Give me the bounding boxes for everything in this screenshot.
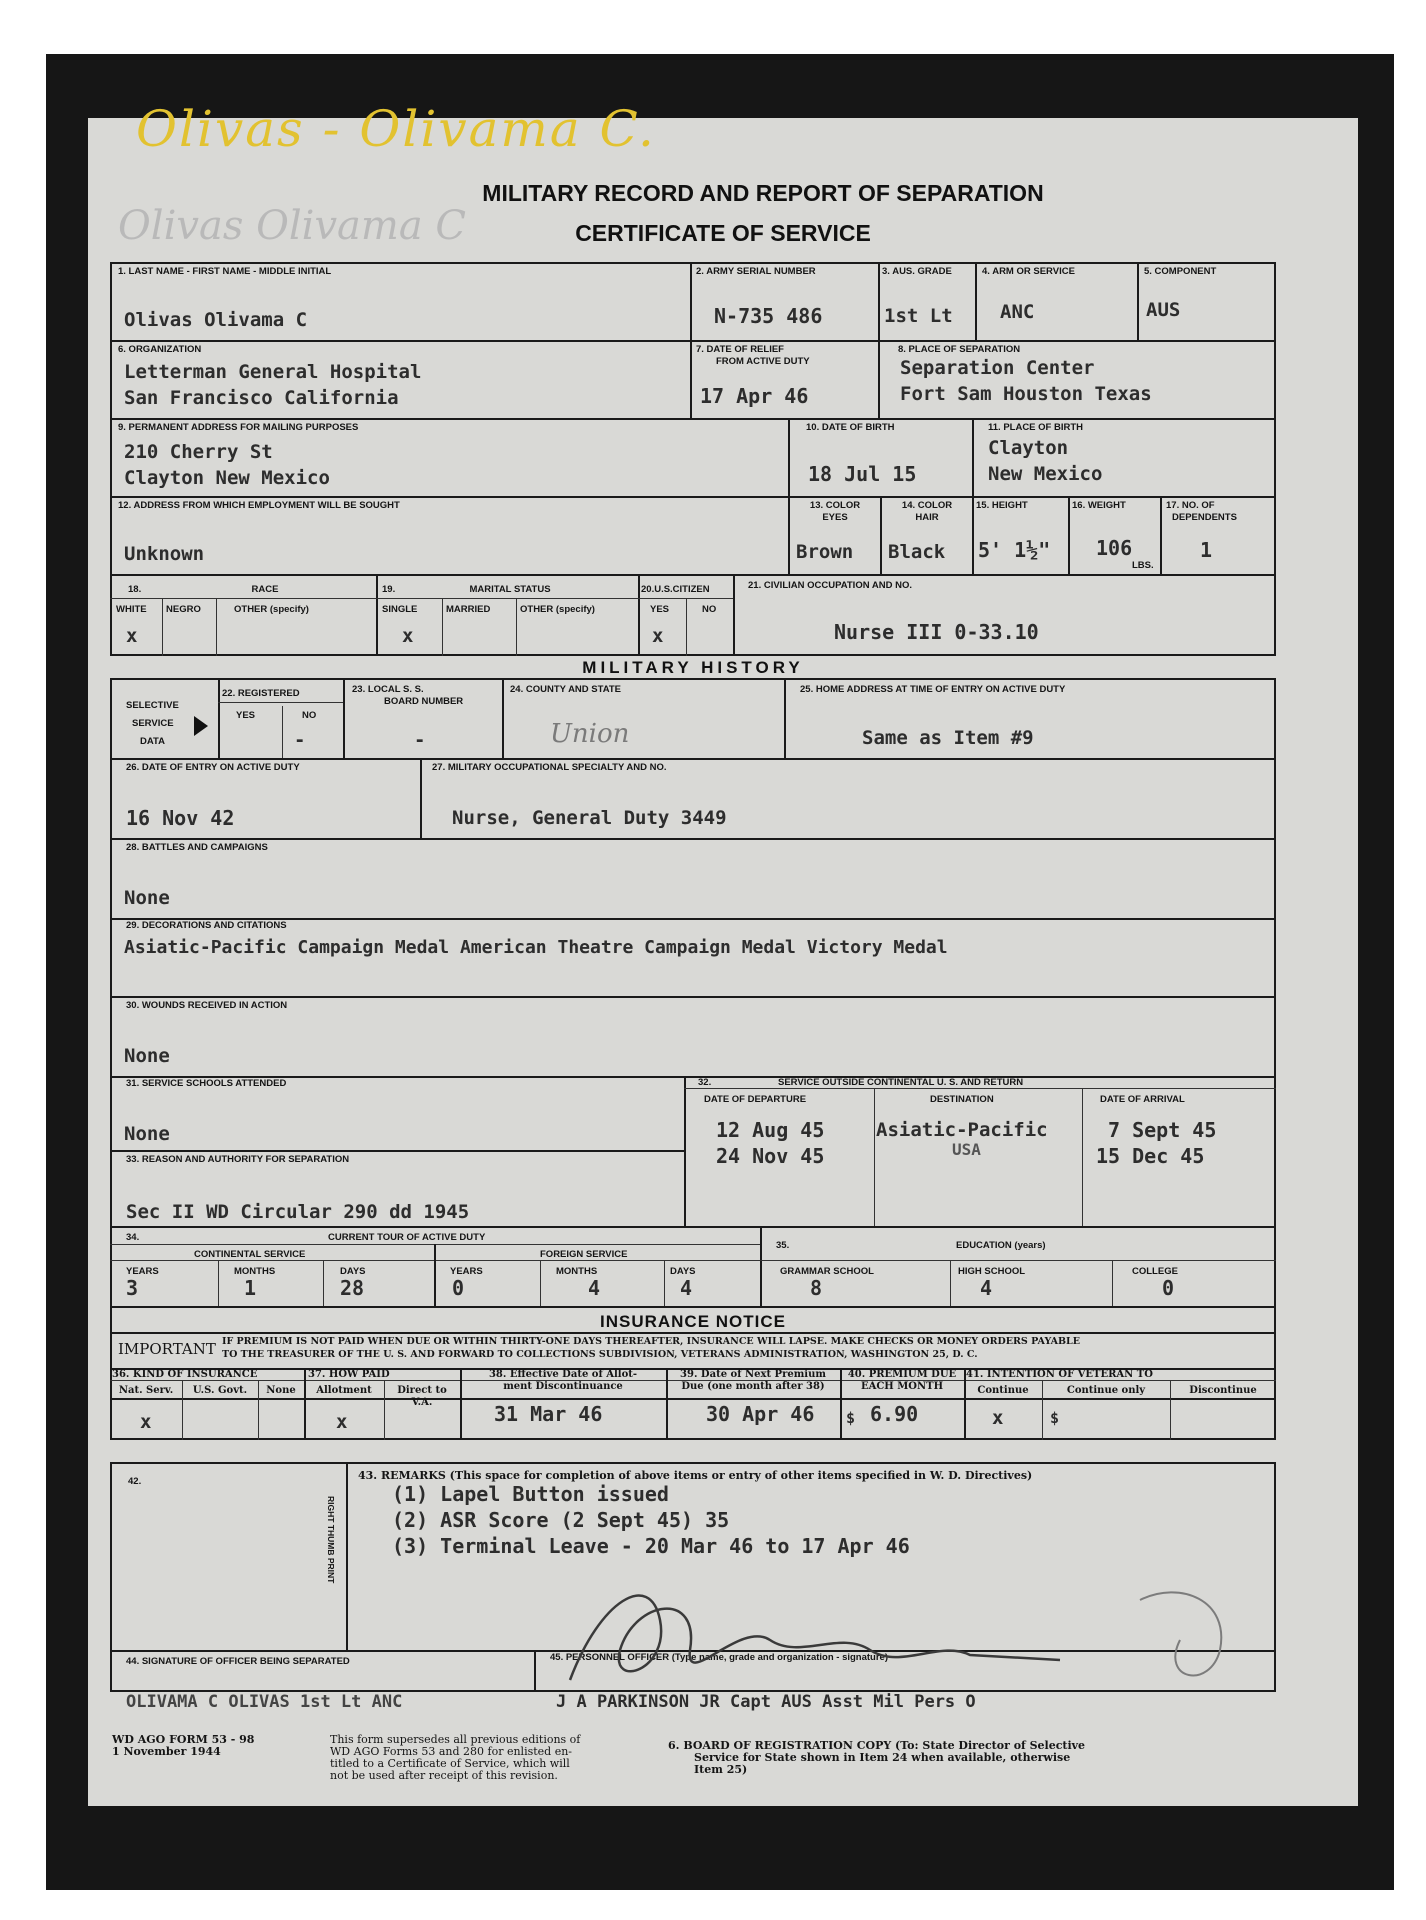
divider [733,574,735,656]
value-occupation: Nurse III 0-33.10 [834,620,1039,644]
value-citizen-mark: x [652,625,664,647]
value-battles: None [124,887,170,909]
value-grade: 1st Lt [884,305,953,327]
label-relief-date-2: FROM ACTIVE DUTY [716,356,810,367]
value-remark-3: (3) Terminal Leave - 20 Mar 46 to 17 Apr 46 [392,1534,910,1558]
divider [376,574,378,656]
label-white: WHITE [116,604,147,615]
divider [502,678,504,758]
divider [182,1380,183,1440]
divider [162,598,163,656]
label-permanent-address: 9. PERMANENT ADDRESS FOR MAILING PURPOSES [118,422,359,433]
label-entry-date: 26. DATE OF ENTRY ON ACTIVE DUTY [126,762,300,773]
section-insurance: INSURANCE NOTICE [599,1312,786,1331]
label-name: 1. LAST NAME - FIRST NAME - MIDDLE INITIAL [118,266,332,277]
value-height: 5' 1½" [978,538,1051,562]
divider [1068,496,1070,574]
value-board-number: - [414,729,426,751]
divider [110,418,1276,420]
label-serial: 2. ARMY SERIAL NUMBER [696,266,816,277]
label-how-paid: 37. HOW PAID [308,1369,390,1380]
value-dependents: 1 [1200,538,1213,562]
label-for-days: DAYS [670,1266,696,1277]
label-home-address: 25. HOME ADDRESS AT TIME OF ENTRY ON ACTIVE DUTY [800,684,1066,695]
label-married: MARRIED [446,604,491,615]
footer-board-3: Item 25) [694,1763,748,1776]
divider [110,1226,1276,1228]
value-allot-date: 31 Mar 46 [494,1402,603,1426]
label-height: 15. HEIGHT [976,500,1028,511]
label-35: 35. [776,1240,790,1251]
label-for-years: YEARS [450,1266,483,1277]
label-dob: 10. DATE OF BIRTH [806,422,895,433]
label-relief-date: 7. DATE OF RELIEF [696,344,784,355]
value-signature-separated: OLIVAMA C OLIVAS 1st Lt ANC [126,1692,403,1712]
value-arrival-1: 7 Sept 45 [1108,1118,1217,1142]
label-important: IMPORTANT [118,1340,216,1358]
label-decorations: 29. DECORATIONS AND CITATIONS [126,920,287,931]
value-pob1: Clayton [988,437,1069,459]
label-hair: 14. COLOR [901,500,953,511]
footer-supersede-3: titled to a Certificate of Service, which will [330,1757,570,1770]
label-county-state: 24. COUNTY AND STATE [510,684,622,695]
label-allot-discontinuance: 38. Effective Date of Allot- [488,1369,638,1380]
value-remark-1: (1) Lapel Button issued [392,1482,669,1506]
label-component: 5. COMPONENT [1144,266,1217,277]
value-destination-2: USA [952,1140,981,1159]
label-next-premium: 39. Date of Next Premium [680,1369,826,1380]
label-organization: 6. ORGANIZATION [118,344,202,355]
value-org2: San Francisco California [124,387,399,409]
label-32: 32. [698,1077,712,1088]
value-separation-reason: Sec II WD Circular 290 dd 1945 [126,1201,470,1223]
label-selective-3: DATA [140,736,165,747]
divider [218,678,220,758]
value-pob2: New Mexico [988,463,1103,485]
value-dob: 18 Jul 15 [808,462,917,486]
label-selective-1: SELECTIVE [126,700,179,711]
label-negro: NEGRO [166,604,201,615]
label-34: 34. [126,1232,140,1243]
footer-supersede-2: WD AGO Forms 53 and 280 for enlisted en- [330,1745,573,1758]
value-college: 0 [1162,1276,1175,1300]
divider [534,1650,536,1692]
divider [686,598,687,656]
label-nat-serv: Nat. Serv. [118,1385,174,1396]
value-for-years: 0 [452,1276,465,1300]
divider [384,1380,385,1440]
label-next-premium-2: Due (one month after 38) [681,1381,825,1392]
label-direct-va: Direct to [397,1385,447,1396]
divider [110,838,1276,840]
label-pob: 11. PLACE OF BIRTH [988,422,1084,433]
label-42: 42. [128,1476,142,1487]
label-employment-address: 12. ADDRESS FROM WHICH EMPLOYMENT WILL BE SOUGHT [118,500,400,511]
label-wounds: 30. WOUNDS RECEIVED IN ACTION [126,1000,288,1011]
divider [684,1088,1276,1089]
divider [442,598,443,656]
divider [1112,1260,1113,1306]
value-addr2: Clayton New Mexico [124,467,330,489]
value-destination-1: Asiatic-Pacific [876,1119,1048,1141]
divider [975,262,977,340]
label-allot-discontinuance-2: ment Discontinuance [503,1381,623,1392]
label-intention: 41. INTENTION OF VETERAN TO [966,1369,1153,1380]
label-marital: MARITAL STATUS [469,584,551,595]
value-cont-months: 1 [244,1276,257,1300]
value-insurance-mark: x [140,1411,152,1433]
value-schools: None [124,1123,170,1145]
label-destination: DESTINATION [930,1094,994,1105]
label-cont-years: YEARS [126,1266,159,1277]
divider [420,758,422,838]
value-paid-mark: x [336,1411,348,1433]
label-for-months: MONTHS [556,1266,598,1277]
label-cont-months: MONTHS [234,1266,276,1277]
label-continental: CONTINENTAL SERVICE [194,1249,306,1260]
divider [258,1380,259,1440]
label-premium-due-2: EACH MONTH [860,1381,944,1392]
label-selective-2: SERVICE [132,718,174,729]
value-decorations: Asiatic-Pacific Campaign Medal American Theatre Campaign Medal Victory Medal [124,937,948,958]
value-entry-date: 16 Nov 42 [126,806,235,830]
label-citizen-no: NO [702,604,717,615]
divider [343,678,345,758]
label-single: SINGLE [382,604,418,615]
divider [788,418,790,574]
label-cont-days: DAYS [340,1266,366,1277]
label-education: EDUCATION (years) [956,1240,1046,1251]
label-hair-2: HAIR [915,512,939,523]
divider [878,262,880,418]
label-reg-yes: YES [236,710,256,721]
value-grammar: 8 [810,1276,823,1300]
value-dollar-2: $ [1050,1409,1060,1427]
label-19: 19. [382,584,396,595]
label-other-race: OTHER (specify) [234,604,309,615]
divider [1042,1380,1043,1440]
divider [1137,262,1139,340]
value-departure-1: 12 Aug 45 [716,1118,825,1142]
divider [110,996,1276,998]
label-direct-va-2: V.A. [411,1397,433,1408]
value-personnel-officer: J A PARKINSON JR Capt AUS Asst Mil Pers O [556,1692,976,1712]
label-place-separation: 8. PLACE OF SEPARATION [898,344,1021,355]
value-cont-years: 3 [126,1276,139,1300]
value-relief-date: 17 Apr 46 [700,384,809,408]
label-departure: DATE OF DEPARTURE [704,1094,807,1105]
handwritten-name: Olivas - Olivama C. [136,100,656,158]
footer-supersede-4: not be used after receipt of this revision. [330,1769,558,1782]
label-citizen-yes: YES [650,604,670,615]
value-org1: Letterman General Hospital [124,361,422,383]
label-remarks: 43. REMARKS (This space for completion of above items or entry of other items specified in W. D. Directives) [358,1469,1033,1482]
label-battles: 28. BATTLES AND CAMPAIGNS [126,842,268,853]
value-race-mark: x [126,625,138,647]
footer-board-1: 6. BOARD OF REGISTRATION COPY (To: State Director of Selective [668,1739,1086,1752]
value-arrival-2: 15 Dec 45 [1096,1144,1205,1168]
label-citizen: 20.U.S.CITIZEN [641,584,710,595]
value-weight: 106 [1096,536,1133,560]
label-high-school: HIGH SCHOOL [958,1266,1026,1277]
value-marital-mark: x [402,625,414,647]
label-local-board-2: BOARD NUMBER [384,696,464,707]
divider [216,598,217,656]
label-arrival: DATE OF ARRIVAL [1100,1094,1185,1105]
divider [760,1226,762,1306]
value-component: AUS [1146,299,1181,321]
selective-arrow-icon [194,716,208,736]
divider [304,1368,306,1440]
label-none: None [266,1385,296,1396]
label-arm: 4. ARM OR SERVICE [982,266,1075,277]
divider [282,706,283,758]
divider [434,1244,436,1306]
value-eyes: Brown [796,541,854,563]
value-premium: 6.90 [870,1402,919,1426]
divider [110,598,733,599]
divider [880,496,882,574]
section-military-history: MILITARY HISTORY [582,658,804,677]
officer-signature [540,1560,1280,1710]
value-intention-mark: x [992,1407,1004,1429]
label-officer-separated: 44. SIGNATURE OF OFFICER BEING SEPARATED [126,1656,350,1667]
divider [110,340,1276,342]
divider [638,574,640,656]
insurance-text-2: TO THE TREASURER OF THE U. S. AND FORWARD TO COLLECTIONS SUBDIVISION, VETERANS ADMINISTRATION, WASHINGTON 25, D. C. [222,1349,978,1360]
divider [760,1260,1276,1261]
label-dependents-2: DEPENDENTS [1172,512,1237,523]
label-current-tour: CURRENT TOUR OF ACTIVE DUTY [328,1232,486,1243]
value-dollar: $ [846,1409,856,1427]
value-sep1: Separation Center [900,357,1095,379]
footer-form-number: WD AGO FORM 53 - 98 [112,1733,255,1746]
divider [690,262,692,418]
label-premium-due: 40. PREMIUM DUE [847,1369,957,1380]
divider [218,1260,219,1306]
ghost-signature: Olivas Olivama C [118,203,466,249]
divider [110,1306,1276,1308]
value-remark-2: (2) ASR Score (2 Sept 45) 35 [392,1508,730,1532]
divider [784,678,786,758]
label-other-marital: OTHER (specify) [520,604,595,615]
divider [950,1260,951,1306]
divider [323,1260,324,1306]
label-personnel-officer: 45. PERSONNEL OFFICER (Type name, grade and organization - signature) [550,1652,889,1663]
label-thumb-print: RIGHT THUMB PRINT [326,1496,336,1584]
label-us-govt: U.S. Govt. [192,1385,248,1396]
divider [110,496,1276,498]
military-history-box [110,678,1276,1400]
value-mos: Nurse, General Duty 3449 [452,807,727,829]
divider [346,1462,348,1650]
value-for-months: 4 [588,1276,601,1300]
label-civilian-occupation: 21. CIVILIAN OCCUPATION AND NO. [748,580,912,591]
insurance-text-1: IF PREMIUM IS NOT PAID WHEN DUE OR WITHIN THIRTY-ONE DAYS THEREAFTER, INSURANCE WILL LAPSE. MAKE CHECKS OR MONEY ORDERS PAYABLE [222,1336,1080,1347]
value-serial: N-735 486 [714,304,823,328]
divider [110,574,1276,576]
value-hair: Black [888,541,946,563]
label-allotment: Allotment [316,1385,372,1396]
footer-form-date: 1 November 1944 [112,1745,221,1758]
label-kind-insurance: 36. KIND OF INSURANCE [112,1369,258,1380]
label-discontinue: Discontinue [1189,1385,1257,1396]
label-mos: 27. MILITARY OCCUPATIONAL SPECIALTY AND NO. [432,762,667,773]
footer-board-2: Service for State shown in Item 24 when available, otherwise [694,1751,1071,1764]
label-18: 18. [128,584,142,595]
divider [218,702,343,703]
value-county-signature: Union [550,719,630,749]
label-weight: 16. WEIGHT [1072,500,1126,511]
value-cont-days: 28 [340,1276,365,1300]
label-local-board: 23. LOCAL S. S. [352,684,424,695]
label-dependents: 17. NO. OF [1166,500,1215,511]
divider [972,418,974,574]
value-home-address: Same as Item #9 [862,727,1034,749]
value-sep2: Fort Sam Houston Texas [900,383,1152,405]
value-wounds: None [124,1045,170,1067]
label-service-outside: SERVICE OUTSIDE CONTINENTAL U. S. AND RETURN [778,1077,1024,1088]
value-name: Olivas Olivama C [124,309,308,331]
form-title: MILITARY RECORD AND REPORT OF SEPARATION [482,180,1044,206]
label-schools: 31. SERVICE SCHOOLS ATTENDED [126,1078,287,1089]
value-for-days: 4 [680,1276,693,1300]
divider [110,1150,684,1152]
divider [874,1088,875,1226]
value-next-premium: 30 Apr 46 [706,1402,815,1426]
value-employment: Unknown [124,543,205,565]
label-grammar: GRAMMAR SCHOOL [780,1266,874,1277]
label-eyes: 13. COLOR [809,500,861,511]
divider [110,758,1276,760]
divider [540,1260,541,1306]
divider [684,1076,686,1226]
label-continue: Continue [977,1385,1029,1396]
value-arm: ANC [1000,301,1035,323]
label-foreign: FOREIGN SERVICE [540,1249,628,1260]
footer-supersede-1: This form supersedes all previous editions of [330,1733,581,1746]
label-eyes-2: EYES [822,512,848,523]
divider [516,598,517,656]
label-registered: 22. REGISTERED [222,688,300,699]
value-addr1: 210 Cherry St [124,441,273,463]
label-grade: 3. AUS. GRADE [882,266,952,277]
label-lbs: LBS. [1132,560,1154,571]
divider [1082,1088,1083,1226]
label-college: COLLEGE [1132,1266,1178,1277]
label-separation-reason: 33. REASON AND AUTHORITY FOR SEPARATION [126,1154,350,1165]
divider [1170,1380,1171,1440]
value-departure-2: 24 Nov 45 [716,1144,825,1168]
form-subtitle: CERTIFICATE OF SERVICE [575,220,871,246]
value-high-school: 4 [980,1276,993,1300]
label-race: RACE [251,584,279,595]
divider [1160,496,1162,574]
label-reg-no: NO [302,710,317,721]
label-continue-only: Continue only [1066,1385,1146,1396]
value-registered: - [294,729,306,751]
divider [664,1260,665,1306]
